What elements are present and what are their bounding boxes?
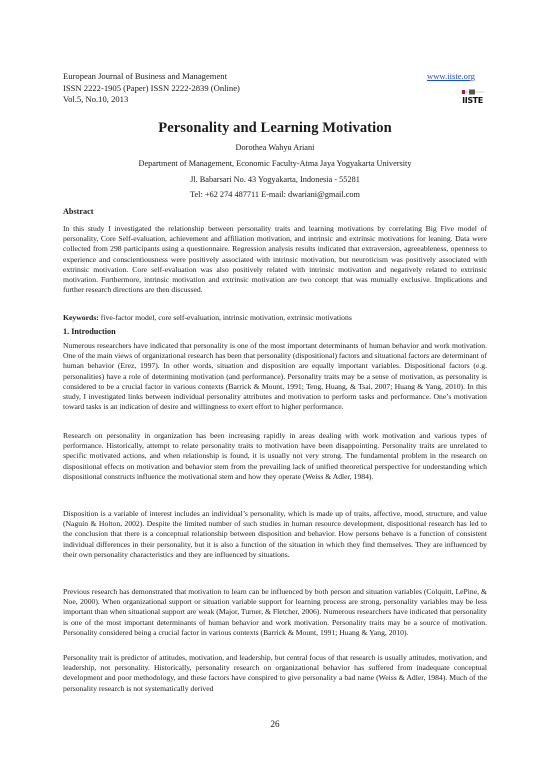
- intro-paragraph: Previous research has demonstrated that motivation to learn can be influenced by both person and situation variables (Colquitt, LePine, & Noe, 2000). When organizational support or situation variable support for learning process are strong, personality variables may be less important than when situational support are weak (Major, Turner, & Fletcher, 2006). Numerous researchers have indicated that personality is one of the most important determinants of human behavior and work motivation. Personality traits may be a source of motivation. Personality considered being a crucial factor in various contexts (Barrick & Mount, 1991; Huang & Yang, 2010).: [63, 587, 487, 637]
- author-address: Jl. Babarsari No. 43 Yogyakarta, Indonesia - 55281: [190, 175, 360, 184]
- keywords-text: five-factor model, core self-evaluation, intrinsic motivation, extrinsic motivations: [98, 313, 352, 322]
- intro-paragraph: Personality trait is predictor of attitudes, motivation, and leadership, but central focus of that research is usually attitudes, motivation, and leadership, not personality. Historically, personality research on organizational behavior has suffered from inadequate conceptual development and poor methodology, and these factors have conspired to give personality a bad name (Weiss & Adler, 1984). Much of the personality research is not systematically derived: [63, 653, 487, 693]
- intro-paragraph: Disposition is a variable of interest includes an individual’s personality, which is made up of traits, affective, mood, structure, and value (Naguín & Holton, 2002). Despite the limited number of such studies in human resource development, dispositional research has led to the conclusion that there is a conceptual relationship between disposition and behavior. How persons behave is a function of consistent individual differences in their personality, but it is also a function of the situation in which they find themselves. They are influenced by their own personality characteristics and they are influenced by situations.: [63, 509, 487, 559]
- keywords-label: Keywords:: [63, 313, 99, 322]
- paper-title: Personality and Learning Motivation: [158, 120, 392, 136]
- svg-text:IISTE: IISTE: [462, 95, 483, 105]
- journal-volume: Vol.5, No.10, 2013: [63, 94, 129, 105]
- keywords-line: [63, 313, 487, 322]
- journal-name: European Journal of Business and Management: [63, 71, 227, 81]
- author-affiliation: Department of Management, Economic Faculty-Atma Jaya Yogyakarta University: [138, 159, 412, 168]
- author-contact: Tel: +62 274 487711 E-mail: dwariani@gmail.com: [190, 190, 360, 199]
- page-number: 26: [270, 719, 280, 729]
- journal-website-link[interactable]: www.iiste.org: [427, 71, 475, 81]
- journal-header: [63, 71, 240, 106]
- iiste-logo: [459, 89, 486, 105]
- abstract-text: In this study I investigated the relationship between personality traits and learning motivations by correlating Big Five model of personality, Core Self-evaluation, achievement and affiliation motivation, and intrinsic and extrinsic motivations for leaning. Data were collected from 298 participants using a questionnaire. Regression analysis results indicated that extraversion, agreeableness, openness to experience and conscientiousness were positively associated with intrinsic motivation, but neuroticism was positively associated with extrinsic motivation. Core self-evaluation was also positively related with intrinsic motivation and negatively related to extrinsic motivation. Furthermore, intrinsic motivation and extrinsic motivation are two concept that was mutually exclusive. Implications and further research directions are then discussed.: [63, 224, 487, 295]
- author-name: Dorothea Wahyu Ariani: [235, 143, 315, 152]
- intro-paragraph: Research on personality in organization has been increasing rapidly in areas dealing with work motivation and various types of performance. Historically, attempt to relate personality traits to motivation have been disappointing. Personality traits are unrelated to specific motivated actions, and when relationship is found, it is usually not very strong. The fundamental problem in the research on dispositional effects on motivation and behavior stem from the prevailing lack of unified theoretical perspective for understanding which dispositional constructs influence the motivational stem and how they operate (Weiss & Adler, 1984).: [63, 431, 487, 481]
- intro-paragraph: Numerous researchers have indicated that personality is one of the most important determinants of human behavior and work motivation. One of the main views of organizational research has been that personality (dispositional) factors and situational factors are determinant of human behavior (Erez, 1997). In other words, situation and disposition are equally important variables. Dispositional factors (e.g. personalities) have a role of determining motivation (and performance). Personality traits may be a sense of motivation, as personality is considered to be a crucial factor in various contexts (Barrick & Mount, 1991; Teng, Huang, & Tsai, 2007; Huang & Yang, 2010). In this study, I investigated links between individual personality attributes and motivation to perform tasks and performance. One’s motivation toward tasks is an indication of desire and willingness to exert effort to higher performance.: [63, 341, 487, 412]
- section-heading-introduction: 1. Introduction: [63, 327, 116, 336]
- journal-issn: ISSN 2222-1905 (Paper) ISSN 2222-2839 (Online): [63, 82, 240, 93]
- abstract-heading: Abstract: [63, 207, 94, 216]
